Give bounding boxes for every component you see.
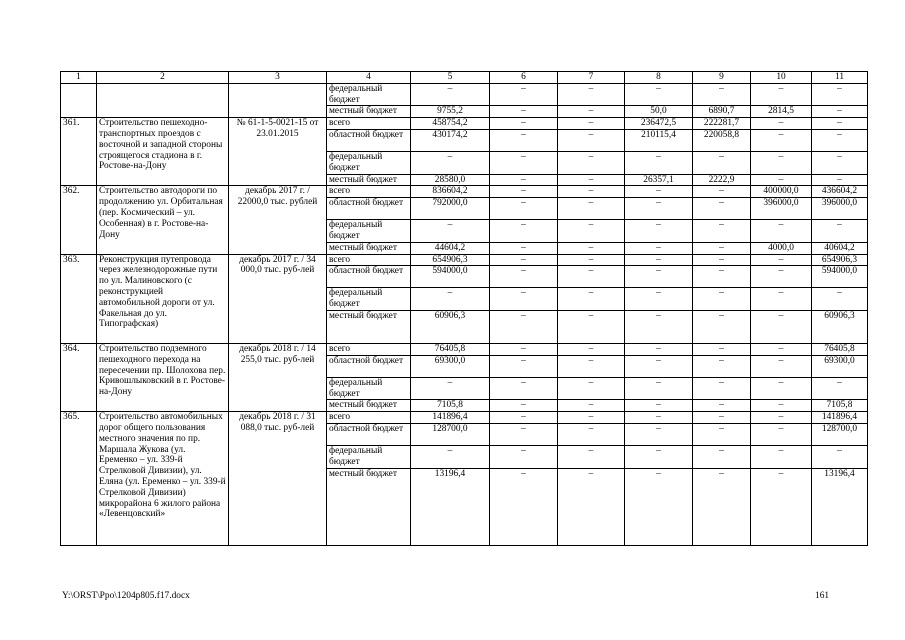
col-num-1: 1 bbox=[61, 72, 97, 84]
value-cell: 2814,5 bbox=[751, 106, 812, 118]
finance-source-cell: областной бюджет bbox=[327, 423, 411, 445]
finance-source-cell: областной бюджет bbox=[327, 129, 411, 151]
value-cell: – bbox=[693, 355, 751, 377]
value-cell: – bbox=[625, 254, 693, 266]
value-cell: – bbox=[490, 106, 558, 118]
value-cell: 436604,2 bbox=[812, 186, 868, 198]
value-cell: – bbox=[625, 186, 693, 198]
value-cell: – bbox=[490, 83, 558, 106]
finance-source-cell: местный бюджет bbox=[327, 106, 411, 118]
value-cell: – bbox=[751, 174, 812, 186]
project-doc: декабрь 2017 г. / 22000,0 тыс. рублей bbox=[229, 186, 327, 254]
value-cell: – bbox=[812, 445, 868, 468]
finance-source-cell: областной бюджет bbox=[327, 198, 411, 220]
value-cell: – bbox=[751, 310, 812, 343]
finance-source-cell: местный бюджет bbox=[327, 174, 411, 186]
value-cell: – bbox=[625, 151, 693, 174]
column-number-row bbox=[61, 72, 868, 84]
value-cell: – bbox=[812, 118, 868, 130]
value-cell: – bbox=[693, 377, 751, 400]
value-cell: 13196,4 bbox=[812, 468, 868, 545]
value-cell: – bbox=[625, 400, 693, 412]
value-cell: – bbox=[625, 423, 693, 445]
col-num-2: 2 bbox=[97, 72, 229, 84]
value-cell: – bbox=[812, 106, 868, 118]
finance-source-cell: федеральный бюджет bbox=[327, 377, 411, 400]
value-cell: – bbox=[490, 423, 558, 445]
finance-source-cell: местный бюджет bbox=[327, 468, 411, 545]
col-num-7: 7 bbox=[558, 72, 625, 84]
value-cell: – bbox=[490, 174, 558, 186]
value-cell: – bbox=[558, 266, 625, 288]
value-cell: – bbox=[625, 198, 693, 220]
value-cell: 50,0 bbox=[625, 106, 693, 118]
value-cell: – bbox=[812, 220, 868, 243]
value-cell: – bbox=[751, 129, 812, 151]
table-row bbox=[61, 254, 868, 266]
value-cell: – bbox=[558, 468, 625, 545]
value-cell: 141896,4 bbox=[812, 412, 868, 424]
project-doc: декабрь 2018 г. / 14 255,0 тыс. руб-лей bbox=[229, 343, 327, 411]
value-cell: – bbox=[558, 423, 625, 445]
value-cell: 396000,0 bbox=[751, 198, 812, 220]
col-num-6: 6 bbox=[490, 72, 558, 84]
value-cell: – bbox=[751, 83, 812, 106]
value-cell: – bbox=[490, 129, 558, 151]
project-doc: декабрь 2018 г. / 31 088,0 тыс. руб-лей bbox=[229, 412, 327, 545]
project-number: 365. bbox=[61, 412, 97, 545]
col-num-3: 3 bbox=[229, 72, 327, 84]
value-cell: – bbox=[558, 83, 625, 106]
continued-name-cell bbox=[97, 83, 229, 117]
value-cell: 396000,0 bbox=[812, 198, 868, 220]
value-cell: 128700,0 bbox=[411, 423, 490, 445]
finance-source-cell: всего bbox=[327, 412, 411, 424]
project-name: Строительство автомобильных дорог общего пользования местного значения по пр. Маршала Жукова (ул. Еременко – ул. 339-й Стрелковой Дивизии), ул. Еляна (ул. Еременко – ул. 339-й Стрелковой Дивизии) микрорайона 6 жилого района «Левенцовский» bbox=[97, 412, 229, 545]
value-cell: – bbox=[625, 310, 693, 343]
value-cell: 13196,4 bbox=[411, 468, 490, 545]
value-cell: 26357,1 bbox=[625, 174, 693, 186]
value-cell: – bbox=[751, 445, 812, 468]
value-cell: – bbox=[411, 445, 490, 468]
value-cell: – bbox=[558, 400, 625, 412]
value-cell: – bbox=[490, 242, 558, 254]
value-cell: – bbox=[812, 174, 868, 186]
value-cell: 236472,5 bbox=[625, 118, 693, 130]
value-cell: – bbox=[625, 220, 693, 243]
table-row bbox=[61, 83, 868, 106]
value-cell: – bbox=[490, 400, 558, 412]
value-cell: – bbox=[490, 468, 558, 545]
value-cell: 654906,3 bbox=[411, 254, 490, 266]
value-cell: – bbox=[625, 377, 693, 400]
value-cell: 594000,0 bbox=[812, 266, 868, 288]
value-cell: 654906,3 bbox=[812, 254, 868, 266]
value-cell: 222281,7 bbox=[693, 118, 751, 130]
finance-source-cell: областной бюджет bbox=[327, 355, 411, 377]
footer-page-number: 161 bbox=[815, 591, 830, 601]
value-cell: – bbox=[812, 288, 868, 311]
value-cell: – bbox=[625, 343, 693, 355]
value-cell: 9755,2 bbox=[411, 106, 490, 118]
value-cell: 400000,0 bbox=[751, 186, 812, 198]
table-row bbox=[61, 118, 868, 130]
col-num-5: 5 bbox=[411, 72, 490, 84]
value-cell: – bbox=[625, 83, 693, 106]
value-cell: – bbox=[693, 288, 751, 311]
value-cell: 594000,0 bbox=[411, 266, 490, 288]
project-name: Строительство автодороги по продолжению ул. Орбитальная (пер. Космический – ул. Особенная) в г. Ростове-на-Дону bbox=[97, 186, 229, 254]
value-cell: – bbox=[751, 423, 812, 445]
value-cell: – bbox=[751, 151, 812, 174]
table-row bbox=[61, 412, 868, 424]
value-cell: – bbox=[490, 343, 558, 355]
table-row bbox=[61, 186, 868, 198]
value-cell: 4000,0 bbox=[751, 242, 812, 254]
col-num-4: 4 bbox=[327, 72, 411, 84]
value-cell: 128700,0 bbox=[812, 423, 868, 445]
col-num-11: 11 bbox=[812, 72, 868, 84]
value-cell: 141896,4 bbox=[411, 412, 490, 424]
value-cell: – bbox=[751, 343, 812, 355]
finance-source-cell: областной бюджет bbox=[327, 266, 411, 288]
value-cell: – bbox=[625, 445, 693, 468]
value-cell: – bbox=[411, 220, 490, 243]
value-cell: – bbox=[751, 266, 812, 288]
finance-source-cell: всего bbox=[327, 254, 411, 266]
value-cell: 60906,3 bbox=[812, 310, 868, 343]
project-name: Строительство пешеходно-транспортных проездов с восточной и западной стороны строящегося стадиона в г. Ростове-на-Дону bbox=[97, 118, 229, 186]
table-row bbox=[61, 343, 868, 355]
value-cell: – bbox=[693, 423, 751, 445]
value-cell: – bbox=[751, 288, 812, 311]
value-cell: – bbox=[490, 254, 558, 266]
value-cell: – bbox=[411, 151, 490, 174]
value-cell: – bbox=[558, 254, 625, 266]
value-cell: – bbox=[625, 288, 693, 311]
value-cell: – bbox=[812, 377, 868, 400]
value-cell: – bbox=[558, 151, 625, 174]
value-cell: – bbox=[693, 400, 751, 412]
value-cell: – bbox=[751, 254, 812, 266]
value-cell: – bbox=[558, 106, 625, 118]
value-cell: – bbox=[693, 310, 751, 343]
project-number: 364. bbox=[61, 343, 97, 411]
value-cell: – bbox=[693, 198, 751, 220]
col-num-10: 10 bbox=[751, 72, 812, 84]
value-cell: – bbox=[558, 186, 625, 198]
value-cell: – bbox=[751, 377, 812, 400]
finance-source-cell: федеральный бюджет bbox=[327, 151, 411, 174]
finance-source-cell: местный бюджет bbox=[327, 400, 411, 412]
value-cell: – bbox=[625, 242, 693, 254]
value-cell: – bbox=[751, 355, 812, 377]
value-cell: – bbox=[558, 288, 625, 311]
value-cell: – bbox=[490, 266, 558, 288]
value-cell: – bbox=[558, 355, 625, 377]
value-cell: – bbox=[751, 220, 812, 243]
continued-num-cell bbox=[61, 83, 97, 117]
budget-table bbox=[60, 71, 868, 546]
value-cell: 76405,8 bbox=[812, 343, 868, 355]
value-cell: – bbox=[693, 468, 751, 545]
value-cell: – bbox=[812, 83, 868, 106]
col-num-8: 8 bbox=[625, 72, 693, 84]
value-cell: – bbox=[751, 400, 812, 412]
value-cell: – bbox=[490, 186, 558, 198]
value-cell: – bbox=[411, 288, 490, 311]
value-cell: – bbox=[558, 377, 625, 400]
value-cell: – bbox=[693, 186, 751, 198]
project-number: 361. bbox=[61, 118, 97, 186]
finance-source-cell: всего bbox=[327, 186, 411, 198]
finance-source-cell: федеральный бюджет bbox=[327, 288, 411, 311]
value-cell: – bbox=[490, 118, 558, 130]
value-cell: 40604,2 bbox=[812, 242, 868, 254]
value-cell: – bbox=[411, 83, 490, 106]
value-cell: – bbox=[625, 412, 693, 424]
continued-doc-cell bbox=[229, 83, 327, 117]
value-cell: – bbox=[558, 220, 625, 243]
value-cell: – bbox=[693, 412, 751, 424]
value-cell: – bbox=[693, 445, 751, 468]
value-cell: 2222,9 bbox=[693, 174, 751, 186]
value-cell: 76405,8 bbox=[411, 343, 490, 355]
value-cell: – bbox=[490, 412, 558, 424]
value-cell: – bbox=[490, 220, 558, 243]
value-cell: – bbox=[625, 468, 693, 545]
value-cell: – bbox=[411, 377, 490, 400]
value-cell: 220058,8 bbox=[693, 129, 751, 151]
value-cell: – bbox=[558, 412, 625, 424]
value-cell: 792000,0 bbox=[411, 198, 490, 220]
finance-source-cell: всего bbox=[327, 118, 411, 130]
value-cell: 69300,0 bbox=[411, 355, 490, 377]
value-cell: – bbox=[751, 468, 812, 545]
value-cell: – bbox=[490, 355, 558, 377]
value-cell: – bbox=[693, 254, 751, 266]
finance-source-cell: федеральный бюджет bbox=[327, 445, 411, 468]
value-cell: – bbox=[490, 288, 558, 311]
finance-source-cell: всего bbox=[327, 343, 411, 355]
value-cell: – bbox=[625, 355, 693, 377]
finance-source-cell: федеральный бюджет bbox=[327, 220, 411, 243]
value-cell: – bbox=[558, 198, 625, 220]
value-cell: 60906,3 bbox=[411, 310, 490, 343]
value-cell: 6890,7 bbox=[693, 106, 751, 118]
project-doc: № 61-1-5-0021-15 от 23.01.2015 bbox=[229, 118, 327, 186]
finance-source-cell: местный бюджет bbox=[327, 242, 411, 254]
col-num-9: 9 bbox=[693, 72, 751, 84]
value-cell: – bbox=[812, 151, 868, 174]
value-cell: – bbox=[693, 151, 751, 174]
value-cell: – bbox=[490, 151, 558, 174]
value-cell: – bbox=[812, 129, 868, 151]
value-cell: – bbox=[490, 310, 558, 343]
value-cell: – bbox=[558, 343, 625, 355]
value-cell: 28580,0 bbox=[411, 174, 490, 186]
value-cell: – bbox=[490, 198, 558, 220]
value-cell: – bbox=[558, 174, 625, 186]
footer-file-path: Y:\ORST\Ppo\1204p805.f17.docx bbox=[62, 591, 190, 601]
value-cell: – bbox=[751, 118, 812, 130]
project-doc: декабрь 2017 г. / 34 000,0 тыс. руб-лей bbox=[229, 254, 327, 343]
value-cell: – bbox=[490, 445, 558, 468]
value-cell: – bbox=[693, 266, 751, 288]
project-number: 363. bbox=[61, 254, 97, 343]
finance-source-cell: федеральный бюджет bbox=[327, 83, 411, 106]
project-number: 362. bbox=[61, 186, 97, 254]
value-cell: – bbox=[693, 242, 751, 254]
value-cell: 7105,8 bbox=[812, 400, 868, 412]
value-cell: – bbox=[558, 118, 625, 130]
value-cell: – bbox=[693, 220, 751, 243]
project-name: Реконструкция путепровода через железнодорожные пути по ул. Малиновского (с реконструкцией автомобильной дороги от ул. Факельная до ул. Типографская) bbox=[97, 254, 229, 343]
value-cell: 69300,0 bbox=[812, 355, 868, 377]
value-cell: 44604,2 bbox=[411, 242, 490, 254]
value-cell: 7105,8 bbox=[411, 400, 490, 412]
value-cell: 836604,2 bbox=[411, 186, 490, 198]
value-cell: – bbox=[558, 445, 625, 468]
value-cell: 458754,2 bbox=[411, 118, 490, 130]
value-cell: – bbox=[693, 83, 751, 106]
value-cell: 430174,2 bbox=[411, 129, 490, 151]
value-cell: – bbox=[693, 343, 751, 355]
value-cell: – bbox=[558, 310, 625, 343]
value-cell: – bbox=[625, 266, 693, 288]
project-name: Строительство подземного пешеходного перехода на пересечении пр. Шолохова пер. Кривошлыковский в г. Ростове-на-Дону bbox=[97, 343, 229, 411]
value-cell: 210115,4 bbox=[625, 129, 693, 151]
value-cell: – bbox=[558, 129, 625, 151]
value-cell: – bbox=[751, 412, 812, 424]
finance-source-cell: местный бюджет bbox=[327, 310, 411, 343]
value-cell: – bbox=[558, 242, 625, 254]
value-cell: – bbox=[490, 377, 558, 400]
